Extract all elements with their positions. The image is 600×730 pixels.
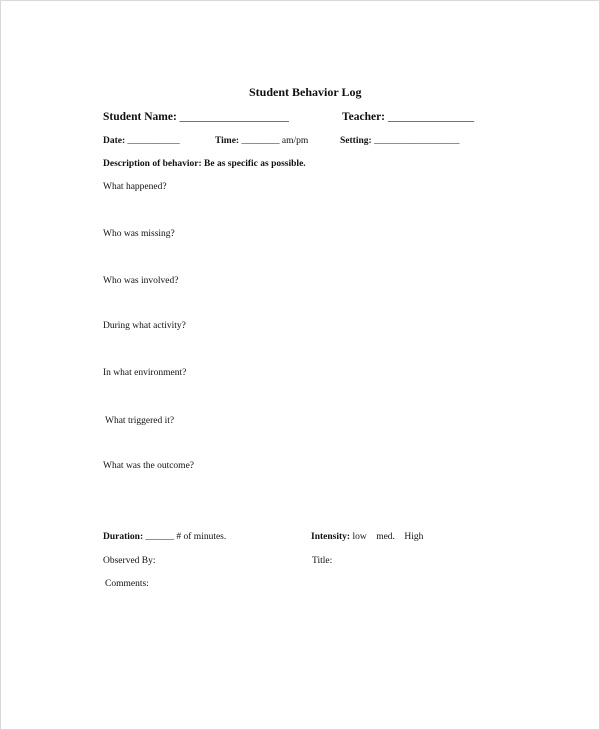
question-triggered: What triggered it? xyxy=(105,416,175,426)
date-blank: ___________ xyxy=(127,136,180,146)
teacher-field xyxy=(342,111,474,123)
question-who-missing: Who was missing? xyxy=(103,229,175,239)
question-environment: In what environment? xyxy=(103,368,187,378)
duration-field xyxy=(103,532,226,542)
observed-by-label: Observed By: xyxy=(103,556,156,566)
question-what-happened: What happened? xyxy=(103,182,167,192)
date-field xyxy=(103,136,180,146)
question-who-involved: Who was involved? xyxy=(103,276,179,286)
student-name-label: Student Name: xyxy=(103,111,177,123)
intensity-options: low med. High xyxy=(352,532,424,542)
intensity-field xyxy=(311,532,423,542)
question-during-activity: During what activity? xyxy=(103,321,186,331)
comments-label: Comments: xyxy=(105,579,149,589)
description-instruction: Description of behavior: Be as specific as possible. xyxy=(103,159,306,169)
teacher-label: Teacher: xyxy=(342,111,386,123)
page-title: Student Behavior Log xyxy=(249,85,362,99)
duration-blank: ______ xyxy=(145,532,174,542)
time-blank: ________ am/pm xyxy=(241,136,309,146)
student-name-blank: ___________________ xyxy=(179,111,289,123)
intensity-label: Intensity: xyxy=(311,532,351,542)
setting-blank: __________________ xyxy=(374,136,460,146)
title-label: Title: xyxy=(312,556,333,566)
time-label: Time: xyxy=(215,136,240,146)
teacher-blank: _______________ xyxy=(387,111,475,123)
setting-label: Setting: xyxy=(340,136,372,146)
question-outcome: What was the outcome? xyxy=(103,461,195,471)
time-field xyxy=(215,136,308,146)
student-name-field xyxy=(103,111,289,123)
duration-unit: # of minutes. xyxy=(176,532,227,542)
date-label: Date: xyxy=(103,136,126,146)
setting-field xyxy=(340,136,460,146)
duration-label: Duration: xyxy=(103,532,144,542)
